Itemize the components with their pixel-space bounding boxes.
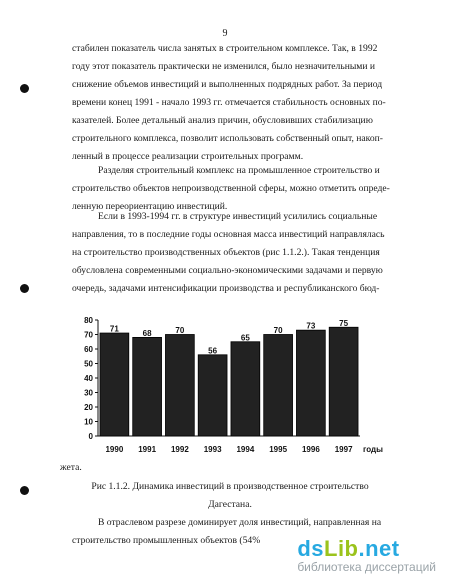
bar (165, 335, 194, 437)
text-line: строительного комплекса, позволит использовать собственный опыт, накоп- (72, 133, 383, 144)
y-tick-label: 70 (84, 330, 93, 340)
text-line: Разделяя строительный комплекс на промышленное строительство и (98, 165, 380, 176)
bar-value-label: 68 (142, 328, 152, 338)
y-tick-label: 20 (84, 403, 93, 412)
text-line: году этот показатель практически не изменился, было незначительными и (72, 61, 376, 72)
binding-hole-mark (20, 84, 29, 93)
y-tick-label: 50 (84, 359, 93, 369)
paragraph-1 (72, 40, 402, 166)
text-line: строительство промышленных объектов (54% (72, 535, 261, 546)
text-line: направления, то в последние годы основная масса инвестиций направлялась (72, 229, 385, 240)
text-line: ленную переориентацию инвестиций. (72, 201, 228, 212)
text-line: Если в 1993-1994 гг. в структуре инвестиций усилились социальные (98, 211, 378, 222)
figure-caption-continued: Дагестана. (208, 499, 252, 510)
bar (133, 337, 162, 436)
y-tick-label: 30 (84, 388, 93, 398)
text-line: В отраслевом разрезе доминирует доля инвестиций, направленная на (98, 517, 382, 528)
x-tick-label: 1990 (105, 445, 124, 454)
y-tick-label: 80 (84, 316, 93, 325)
x-tick-label: 1996 (301, 445, 320, 454)
caption-tail-text: жета. (60, 462, 82, 473)
bar-value-label: 73 (306, 321, 316, 331)
logo-part: ds (297, 536, 324, 561)
bar (264, 335, 293, 437)
page-number: 9 (222, 28, 228, 39)
text-line: на строительство производственных объектов (рис 1.1.2.). Такая тенденция (72, 247, 380, 258)
text-line: снижение объемов инвестиций и выполненных подрядных работ. За период (72, 79, 383, 90)
bar (296, 330, 325, 436)
x-tick-label: 1991 (138, 445, 157, 454)
bar (329, 327, 358, 436)
text-line: строительство объектов непроизводственной сферы, можно отметить опреде- (72, 183, 390, 194)
bar-value-label: 65 (240, 333, 250, 343)
bar-value-label: 75 (339, 318, 349, 328)
figure-caption: Рис 1.1.2. Динамика инвестиций в производственное строительство (91, 481, 369, 492)
text-line: ленный в процессе реализации строительных программ. (72, 151, 304, 162)
binding-hole-mark (20, 284, 29, 293)
y-tick-label: 0 (88, 432, 93, 441)
x-tick-label: 1995 (269, 445, 288, 454)
paragraph-3 (72, 208, 402, 298)
x-axis-label: годы (363, 445, 383, 454)
x-tick-label: 1993 (203, 445, 222, 454)
logo-part: .net (358, 536, 400, 561)
bar-value-label: 71 (109, 324, 119, 334)
text-line: казателей. Более детальный анализ причин, обусловивших стабилизацию (72, 115, 373, 126)
y-tick-label: 40 (84, 374, 93, 383)
logo-part: Lib (324, 536, 359, 561)
x-tick-label: 1994 (236, 445, 255, 454)
text-line: очередь, задачами интенсификации производства и республиканского бюд- (72, 283, 380, 294)
bar-value-label: 70 (273, 326, 283, 335)
investment-bar-chart (60, 312, 400, 460)
text-line: обусловлена современными социально-экономическими задачами и первую (72, 265, 383, 276)
dslib-watermark (297, 536, 436, 574)
bar-value-label: 56 (208, 346, 218, 356)
binding-hole-mark (20, 486, 29, 495)
bar (231, 342, 260, 436)
y-tick-label: 10 (84, 417, 93, 427)
dslib-logo (297, 536, 436, 562)
bar (100, 333, 129, 436)
text-line: времени конец 1991 - начало 1993 гг. отмечается стабильность основных по- (72, 97, 386, 108)
bar-value-label: 70 (175, 326, 185, 335)
watermark-subtitle: библиотека диссертаций (297, 560, 436, 574)
x-tick-label: 1997 (334, 445, 353, 454)
y-tick-label: 60 (84, 345, 93, 354)
x-tick-label: 1992 (170, 445, 189, 454)
text-line: стабилен показатель числа занятых в строительном комплексе. Так, в 1992 (72, 43, 378, 54)
bar (198, 355, 227, 436)
